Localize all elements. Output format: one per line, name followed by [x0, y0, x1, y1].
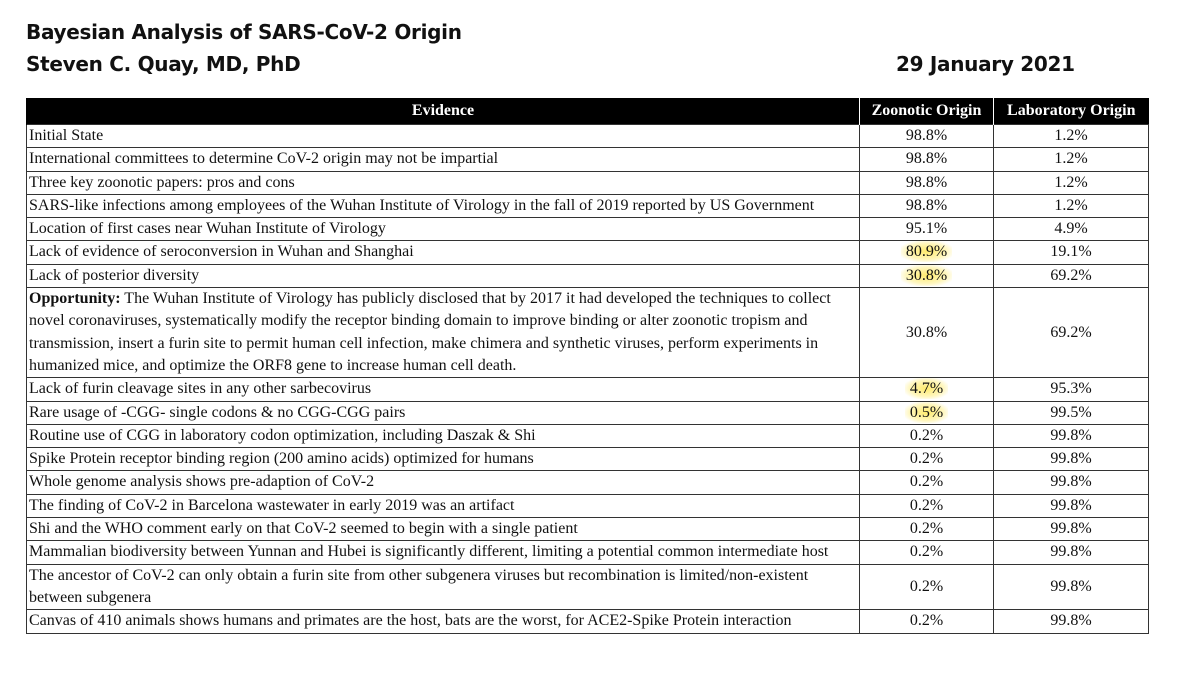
zoonotic-cell [860, 424, 994, 447]
evidence-cell [27, 125, 860, 148]
evidence-text: Initial State [29, 127, 104, 144]
zoonotic-value: 98.8% [905, 127, 948, 144]
evidence-cell [27, 471, 860, 494]
laboratory-cell: 99.8% [994, 541, 1149, 564]
table-row [27, 471, 1149, 494]
highlighted-zoonotic-value: 0.5% [905, 402, 948, 423]
table-row [27, 288, 1149, 378]
table-row [27, 378, 1149, 401]
column-header-zoonotic: Zoonotic Origin [860, 98, 994, 125]
zoonotic-value: 0.2% [909, 426, 944, 444]
laboratory-cell: 95.3% [994, 378, 1149, 401]
evidence-text: Mammalian biodiversity between Yunnan and Hubei is significantly different, limiting a potential common intermediate host [29, 543, 829, 561]
evidence-cell [27, 494, 860, 517]
table-row [27, 125, 1149, 148]
zoonotic-value: 0.2% [909, 543, 944, 561]
evidence-cell [27, 424, 860, 447]
highlighted-zoonotic-value: 30.8% [901, 265, 952, 286]
laboratory-cell: 1.2% [994, 171, 1149, 194]
evidence-text: Location of first cases near Wuhan Institute of Virology [29, 220, 386, 238]
table-row [27, 494, 1149, 517]
evidence-text: Shi and the WHO comment early on that CoV-2 seemed to begin with a single patient [29, 520, 578, 538]
zoonotic-value: 0.2% [909, 612, 944, 630]
zoonotic-cell [860, 448, 994, 471]
evidence-text: Lack of posterior diversity [29, 266, 200, 284]
evidence-lead: Opportunity: [29, 290, 121, 308]
evidence-cell [27, 218, 860, 241]
evidence-table [26, 98, 1149, 634]
evidence-cell [27, 564, 860, 610]
laboratory-cell: 99.8% [994, 610, 1149, 633]
evidence-cell [27, 194, 860, 217]
evidence-text: The Wuhan Institute of Virology has publicly disclosed that by 2017 it had developed the techniques to collect novel coronaviruses, systematically modify the receptor binding domain to improve binding or alter zoonotic tropism and transmission, insert a furin site to permit human cell infection, make chimera and synthetic viruses, perform experiments in humanized mice, and optimize the ORF8 gene to increase human cell death. [29, 290, 831, 374]
laboratory-cell: 69.2% [994, 264, 1149, 287]
column-header-evidence: Evidence [27, 98, 860, 125]
laboratory-cell: 99.5% [994, 401, 1149, 424]
zoonotic-cell [860, 610, 994, 633]
evidence-cell [27, 148, 860, 171]
zoonotic-cell [860, 541, 994, 564]
evidence-cell [27, 264, 860, 287]
table-row [27, 518, 1149, 541]
document-date: 29 January 2021 [896, 52, 1075, 76]
zoonotic-cell [860, 171, 994, 194]
evidence-text: Whole genome analysis shows pre-adaption of CoV-2 [29, 473, 375, 491]
zoonotic-cell [860, 125, 994, 148]
zoonotic-cell [860, 241, 994, 264]
laboratory-cell: 99.8% [994, 471, 1149, 494]
zoonotic-cell [860, 494, 994, 517]
evidence-text: The finding of CoV-2 in Barcelona wastewater in early 2019 was an artifact [29, 496, 515, 514]
zoonotic-cell [860, 471, 994, 494]
table-row [27, 541, 1149, 564]
table-row [27, 448, 1149, 471]
zoonotic-value: 95.1% [905, 220, 948, 238]
evidence-text: Canvas of 410 animals shows humans and primates are the host, bats are the worst, for ACE2-Spike Protein interaction [29, 612, 792, 630]
table-row [27, 171, 1149, 194]
evidence-cell [27, 288, 860, 378]
zoonotic-value: 0.2% [909, 520, 944, 538]
evidence-cell [27, 378, 860, 401]
table-row [27, 264, 1149, 287]
evidence-text: International committees to determine CoV-2 origin may not be impartial [29, 150, 499, 168]
evidence-text: Lack of furin cleavage sites in any other sarbecovirus [29, 380, 372, 398]
zoonotic-cell [860, 378, 994, 401]
zoonotic-value: 0.2% [909, 577, 944, 595]
zoonotic-value: 30.8% [905, 323, 948, 341]
laboratory-cell: 99.8% [994, 448, 1149, 471]
laboratory-cell: 1.2% [994, 125, 1149, 148]
evidence-text: Spike Protein receptor binding region (200 amino acids) optimized for humans [29, 450, 534, 468]
laboratory-cell: 99.8% [994, 494, 1149, 517]
evidence-text: SARS-like infections among employees of the Wuhan Institute of Virology in the fall of 2019 reported by US Government [29, 196, 815, 214]
laboratory-cell: 4.9% [994, 218, 1149, 241]
evidence-cell [27, 610, 860, 633]
zoonotic-cell [860, 218, 994, 241]
document-author: Steven C. Quay, MD, PhD [26, 52, 301, 76]
zoonotic-value: 0.2% [909, 496, 944, 514]
table-body [27, 125, 1149, 634]
evidence-cell [27, 241, 860, 264]
evidence-text: Routine use of CGG in laboratory codon optimization, including Daszak & Shi [29, 426, 536, 444]
column-header-laboratory: Laboratory Origin [994, 98, 1149, 125]
zoonotic-value: 0.2% [909, 473, 944, 491]
table-row [27, 194, 1149, 217]
evidence-text: Three key zoonotic papers: pros and cons [29, 173, 295, 191]
zoonotic-value: 98.8% [905, 150, 948, 168]
laboratory-cell: 99.8% [994, 564, 1149, 610]
zoonotic-cell [860, 288, 994, 378]
table-header-row [27, 98, 1149, 125]
laboratory-cell: 99.8% [994, 518, 1149, 541]
evidence-text: The ancestor of CoV-2 can only obtain a furin site from other subgenera viruses but recombination is limited/non-existent between subgenera [29, 566, 809, 606]
zoonotic-cell [860, 264, 994, 287]
evidence-cell [27, 401, 860, 424]
table-row [27, 148, 1149, 171]
table-row [27, 564, 1149, 610]
laboratory-cell: 1.2% [994, 148, 1149, 171]
evidence-cell [27, 541, 860, 564]
laboratory-cell: 69.2% [994, 288, 1149, 378]
evidence-cell [27, 171, 860, 194]
zoonotic-cell [860, 401, 994, 424]
table-row [27, 401, 1149, 424]
evidence-text: Lack of evidence of seroconversion in Wuhan and Shanghai [29, 243, 414, 261]
highlighted-zoonotic-value: 80.9% [901, 241, 952, 262]
zoonotic-value: 98.8% [905, 173, 948, 191]
table-row [27, 424, 1149, 447]
zoonotic-value: 98.8% [905, 196, 948, 214]
zoonotic-value: 0.2% [909, 450, 944, 468]
zoonotic-cell [860, 564, 994, 610]
laboratory-cell: 1.2% [994, 194, 1149, 217]
table-row [27, 241, 1149, 264]
evidence-cell [27, 518, 860, 541]
evidence-text: Rare usage of -CGG- single codons & no CGG-CGG pairs [29, 403, 406, 421]
table-row [27, 610, 1149, 633]
zoonotic-cell [860, 148, 994, 171]
document-title: Bayesian Analysis of SARS-CoV-2 Origin [26, 20, 462, 44]
highlighted-zoonotic-value: 4.7% [905, 378, 948, 399]
laboratory-cell: 99.8% [994, 424, 1149, 447]
evidence-cell [27, 448, 860, 471]
zoonotic-cell [860, 194, 994, 217]
table-row [27, 218, 1149, 241]
laboratory-cell: 19.1% [994, 241, 1149, 264]
zoonotic-cell [860, 518, 994, 541]
